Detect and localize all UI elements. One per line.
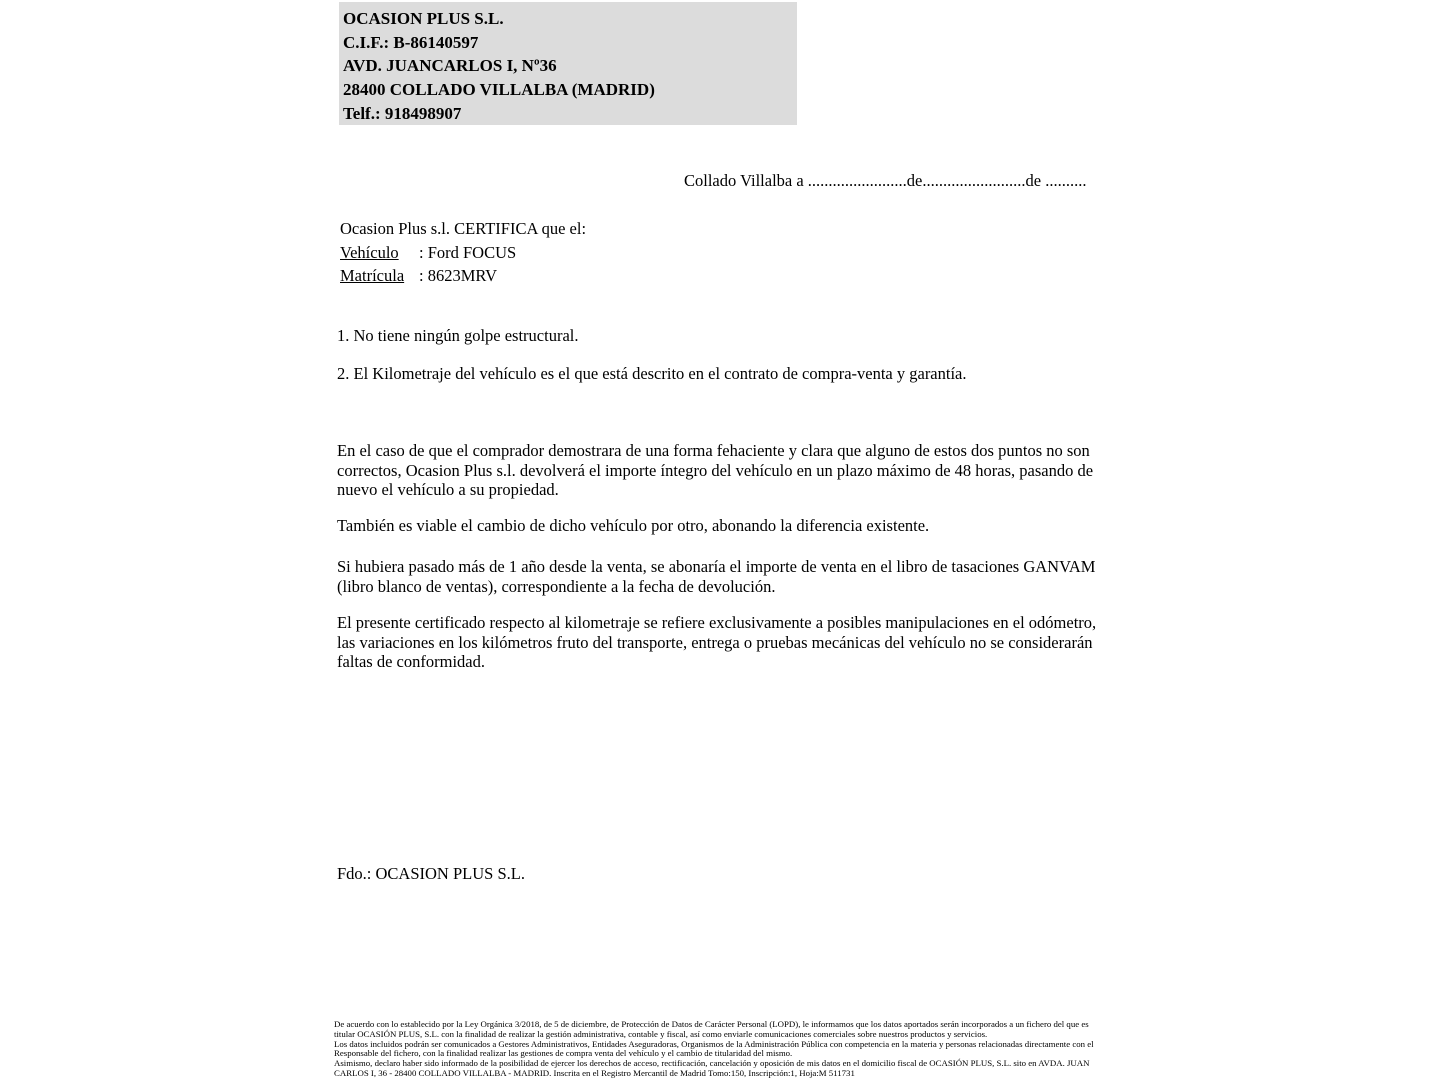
legal-paragraph-lopd: De acuerdo con lo establecido por la Ley Orgánica 3/2018, de 5 de diciembre, de Protección de Datos de Carácter Personal (LOPD), le informamos que los datos aportados serán incorporados a un fichero del que es titular OCASIÓN PLUS, S.L. con la finalidad de realizar la gestión administrativa, contable y fiscal, así como enviarle comunicaciones comerciales sobre nuestros productos y servicios. bbox=[334, 1019, 1089, 1039]
certification-intro: Ocasion Plus s.l. CERTIFICA que el: bbox=[340, 219, 587, 238]
company-name: OCASION PLUS S.L. bbox=[343, 9, 504, 28]
vehicle-row bbox=[340, 241, 586, 265]
company-address: AVD. JUANCARLOS I, Nº36 bbox=[343, 56, 557, 76]
vehicle-value: : Ford FOCUS bbox=[419, 242, 517, 262]
certified-point-1: 1. No tiene ningún golpe estructural. bbox=[337, 326, 579, 345]
body-paragraph-refund: En el caso de que el comprador demostrara de una forma fehaciente y clara que alguno de estos dos puntos no son correctos, Ocasion Plus s.l. devolverá el importe íntegro del vehículo en un plazo máximo de 48 horas, pasando de nuevo el vehículo a su propiedad. bbox=[337, 441, 1094, 500]
legal-footer bbox=[334, 1020, 1100, 1079]
legal-paragraph-rights: Asimismo, declaro haber sido informado de la posibilidad de ejercer los derechos de acceso, rectificación, cancelación y oposición de mis datos en el domicilio fiscal de OCASIÓN PLUS, S.L. sito en AVDA. JUAN CARLOS I, 36 - 28400 COLLADO VILLALBA - MADRID. Inscrita en el Registro Mercantil de Madrid Tomo:150, Inscripción:1, Hoja:M 511731 bbox=[334, 1058, 1090, 1078]
company-cif: C.I.F.: B-86140597 bbox=[343, 32, 479, 52]
body-paragraph-odometer: El presente certificado respecto al kilometraje se refiere exclusivamente a posibles manipulaciones en el odómetro, las variaciones en los kilómetros fruto del transporte, entrega o pruebas mecánicas del vehículo no se considerarán faltas de conformidad. bbox=[337, 613, 1097, 672]
plate-label: Matrícula bbox=[340, 266, 405, 286]
company-phone: Telf.: 918498907 bbox=[343, 103, 462, 123]
legal-paragraph-data-sharing: Los datos incluidos podrán ser comunicados a Gestores Administrativos, Entidades Aseguradoras, Organismos de la Administración Pública con competencia en la materia y personas relacionadas directamente con el Responsable del fichero, con la finalidad realizar las gestiones de compra venta del vehículo y el cambio de titularidad del mismo. bbox=[334, 1038, 1094, 1059]
certified-point-2: 2. El Kilometraje del vehículo es el que está descrito en el contrato de compra-venta y garantía. bbox=[337, 364, 967, 383]
date-fill-in-line: Collado Villalba a ........................de.........................de .......... bbox=[684, 171, 1087, 190]
company-city: 28400 COLLADO VILLALBA (MADRID) bbox=[343, 80, 655, 100]
certification-block bbox=[340, 217, 586, 288]
body-paragraph-exchange: También es viable el cambio de dicho vehículo por otro, abonando la diferencia existente. bbox=[337, 516, 930, 535]
vehicle-label: Vehículo bbox=[340, 242, 399, 262]
body-paragraph-ganvam: Si hubiera pasado más de 1 año desde la venta, se abonaría el importe de venta en el libro de tasaciones GANVAM (libro blanco de ventas), correspondiente a la fecha de devolución. bbox=[337, 557, 1096, 596]
plate-row bbox=[340, 264, 586, 288]
plate-value: : 8623MRV bbox=[419, 266, 497, 286]
signature-line: Fdo.: OCASION PLUS S.L. bbox=[337, 864, 525, 883]
company-header-box bbox=[339, 2, 797, 125]
